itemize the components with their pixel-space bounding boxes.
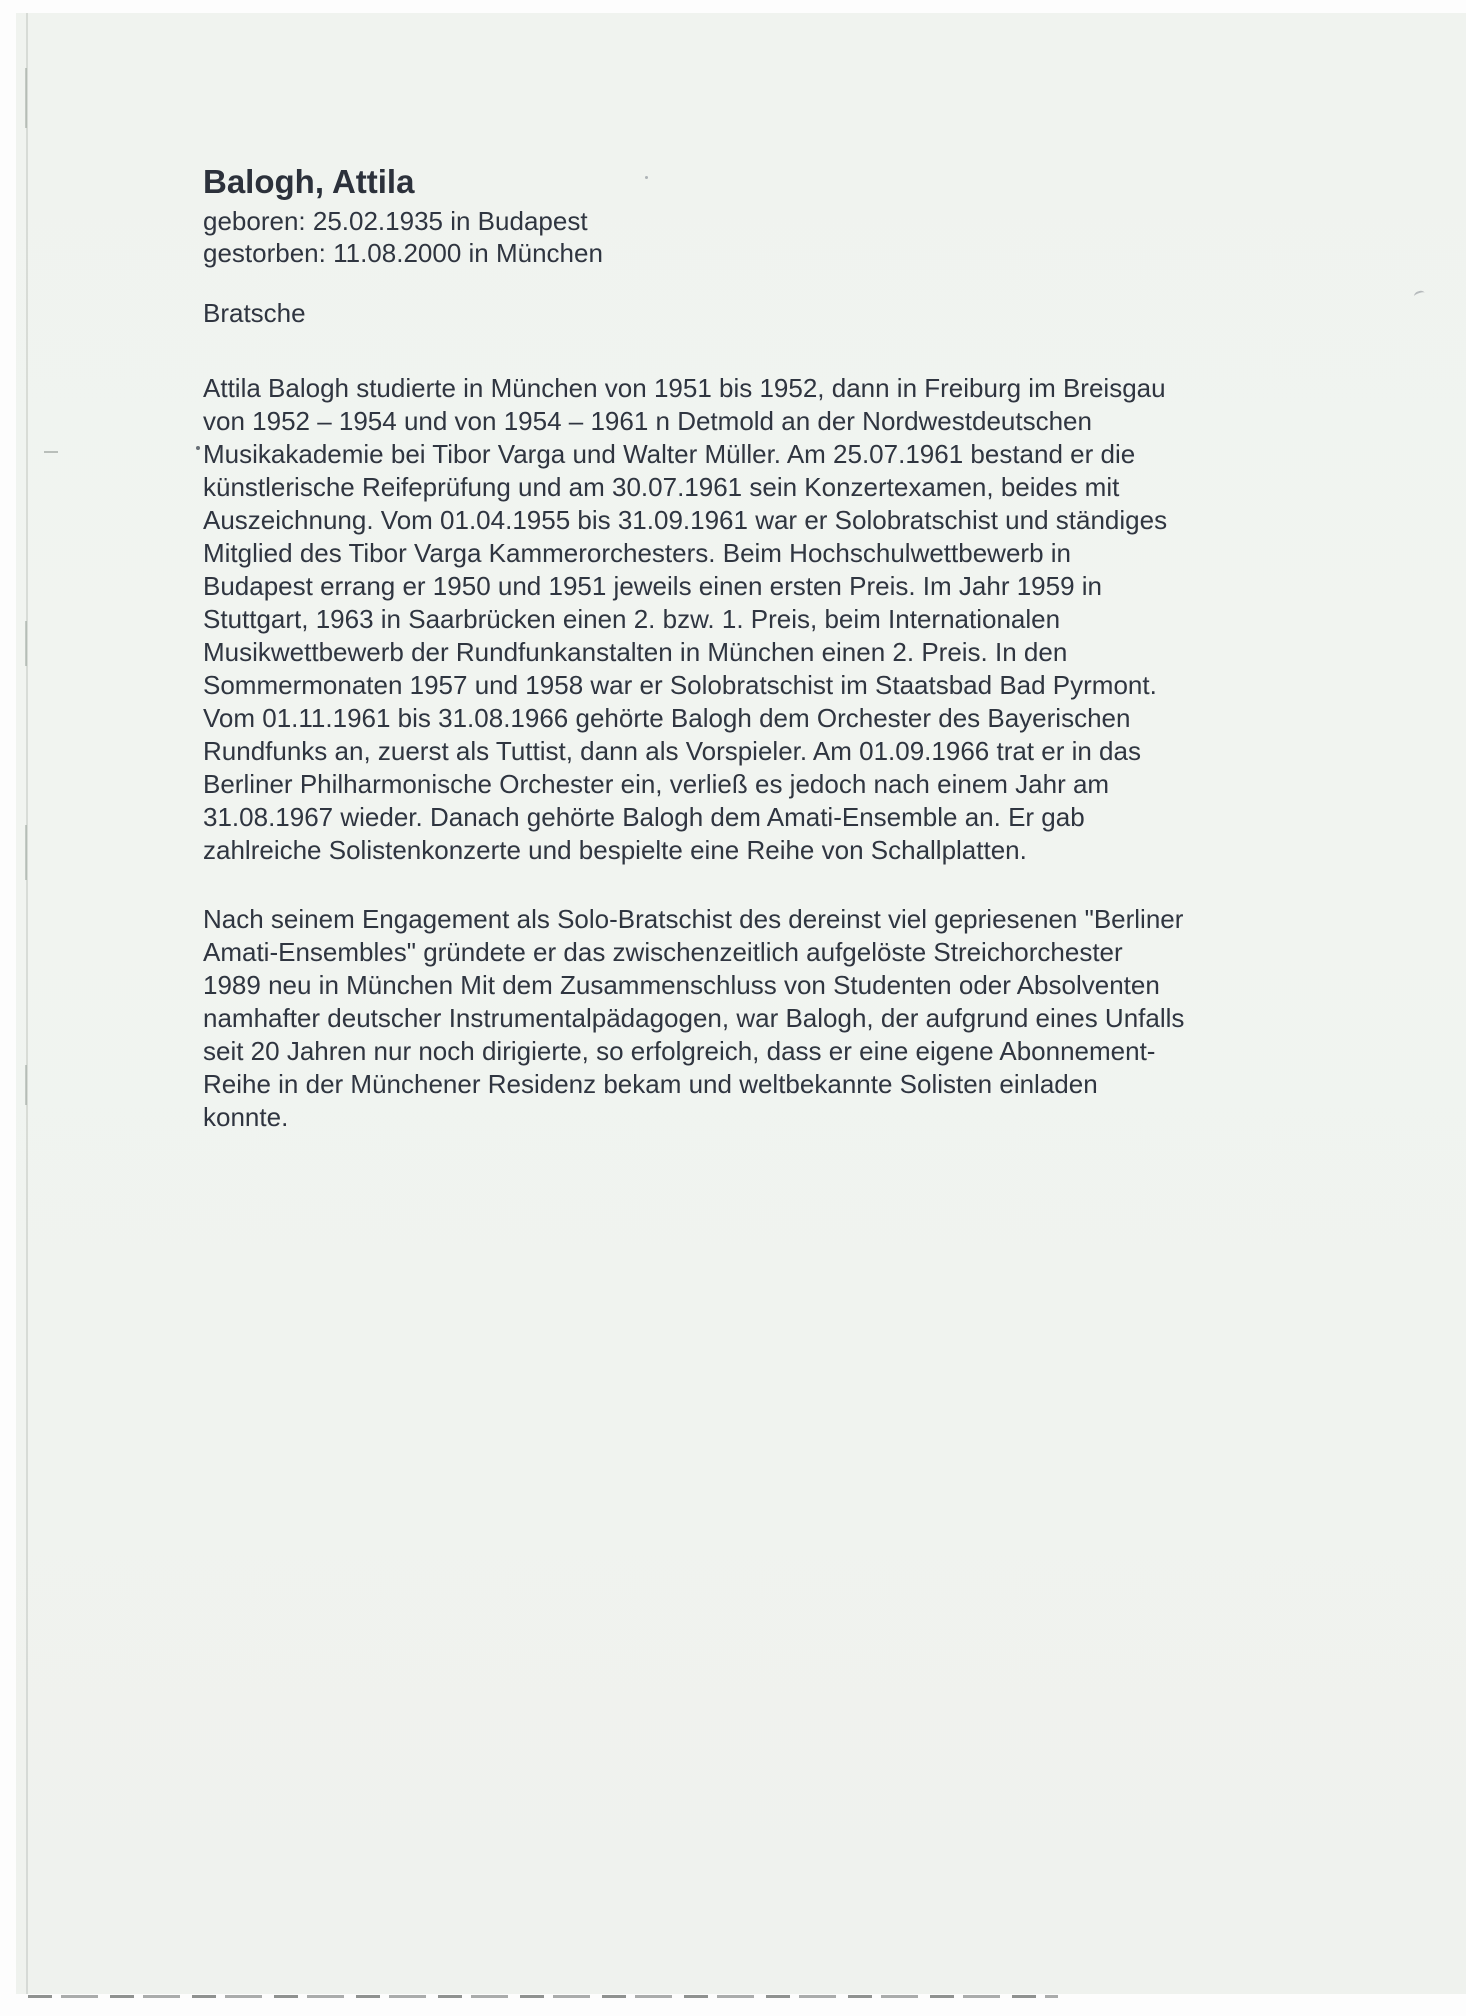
scan-artifact-mark (1413, 289, 1426, 299)
paper-sheet (16, 13, 1466, 1994)
instrument-label: Bratsche (203, 298, 306, 328)
person-name-heading: Balogh, Attila (203, 163, 415, 200)
scan-speck (25, 825, 27, 880)
scan-speck (25, 621, 27, 666)
birth-line: geboren: 25.02.1935 in Budapest (203, 206, 588, 236)
paper-left-edge-shadow (26, 13, 28, 1994)
biography-paragraph-2: Nach seinem Engagement als Solo-Bratschist des dereinst viel gepriesenen "Berliner Amati-Ensembles" gründete er das zwischenzeitlich aufgelöste Streichorchester 1989 neu in München Mit dem Zusammenschluss von Studenten oder Absolventen namhafter deutscher Instrumentalpädagogen, war Balogh, der aufgrund eines Unfalls seit 20 Jahren nur noch dirigierte, so erfolgreich, dass er eine eigene Abonnement- Reihe in der Münchener Residenz bekam und weltbekannte Solisten einladen konnte. (203, 904, 1185, 1132)
paper-bottom-edge (28, 1995, 1058, 1998)
scan-speck (25, 68, 27, 128)
scan-artifact-dash (44, 451, 58, 453)
death-line: gestorben: 11.08.2000 in München (203, 238, 603, 268)
biography-paragraph-1: Attila Balogh studierte in München von 1951 bis 1952, dann in Freiburg im Breisgau von 1952 – 1954 und von 1954 – 1961 n Detmold an der Nordwestdeutschen Musikakademie bei Tibor Varga und Walter Müller. Am 25.07.1961 bestand er die künstlerische Reifeprüfung und am 30.07.1961 sein Konzertexamen, beides mit Auszeichnung. Vom 01.04.1955 bis 31.09.1961 war er Solobratschist und ständiges Mitglied des Tibor Varga Kammerorchesters. Beim Hochschulwettbewerb in Budapest errang er 1950 und 1951 jeweils einen ersten Preis. Im Jahr 1959 in Stuttgart, 1963 in Saarbrücken einen 2. bzw. 1. Preis, beim Internationalen Musikwettbewerb der Rundfunkanstalten in München einen 2. Preis. In den Sommermonaten 1957 und 1958 war er Solobratschist im Staatsbad Bad Pyrmont. Vom 01.11.1961 bis 31.08.1966 gehörte Balogh dem Orchester des Bayerischen Rundfunks an, zuerst als Tuttist, dann als Vorspieler. Am 01.09.1966 trat er in das Berliner Philharmonische Orchester ein, verließ es jedoch nach einem Jahr am 31.08.1967 wieder. Danach gehörte Balogh dem Amati-Ensemble an. Er gab zahlreiche Solistenkonzerte und bespielte eine Reihe von Schallplatten. (203, 373, 1168, 865)
scan-artifact-dot (645, 176, 648, 179)
document-body (203, 163, 1323, 1134)
scan-artifact-dot (196, 446, 200, 450)
scan-speck (25, 1065, 27, 1105)
